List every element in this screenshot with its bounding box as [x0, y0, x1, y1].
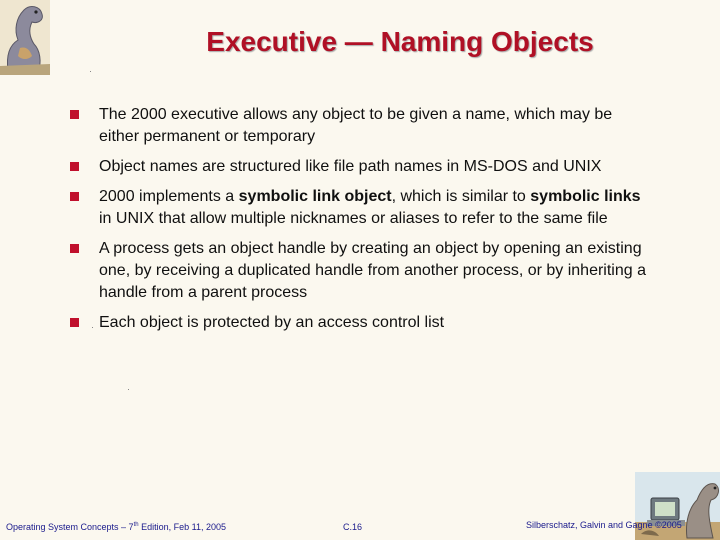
bullet-item	[70, 156, 650, 178]
bullet-text: Object names are structured like file path names in MS-DOS and UNIX	[99, 158, 602, 175]
square-bullet-icon	[70, 162, 79, 171]
bullet-text: Each object is protected by an access control list	[99, 314, 445, 331]
footer-book-title: Operating System Concepts – 7th Edition, Feb 11, 2005	[6, 522, 226, 532]
bullet-bold-text: symbolic link object	[238, 188, 392, 205]
bullet-list	[70, 104, 650, 342]
bullet-text: A process gets an object handle by creating an object by opening an existing one, by receiving a duplicated handle from another process, or by inheriting a handle from a parent process	[99, 240, 646, 301]
footer-page-number: C.16	[343, 522, 363, 532]
square-bullet-icon	[70, 110, 79, 119]
dinosaur-clipart-icon	[0, 0, 50, 75]
bullet-text: The 2000 executive allows any object to be given a name, which may be either permanent or temporary	[99, 106, 613, 145]
bullet-text: 2000 implements a	[99, 188, 239, 205]
bullet-text: in UNIX that allow multiple nicknames or aliases to refer to the same file	[99, 210, 608, 227]
bullet-item	[70, 104, 650, 148]
bullet-bold-text: symbolic links	[530, 188, 641, 205]
stray-dot	[92, 327, 93, 328]
square-bullet-icon	[70, 192, 79, 201]
footer-copyright: Silberschatz, Galvin and Gagne ©2005	[526, 520, 682, 530]
square-bullet-icon	[70, 244, 79, 253]
slide-title: Executive — Naming Objects	[206, 26, 594, 57]
bullet-item	[70, 186, 650, 230]
stray-dot	[128, 389, 129, 390]
bullet-item	[70, 312, 650, 334]
bullet-text: , which is similar to	[391, 188, 531, 205]
square-bullet-icon	[70, 318, 79, 327]
stray-dot	[90, 71, 91, 72]
bullet-item	[70, 238, 650, 304]
